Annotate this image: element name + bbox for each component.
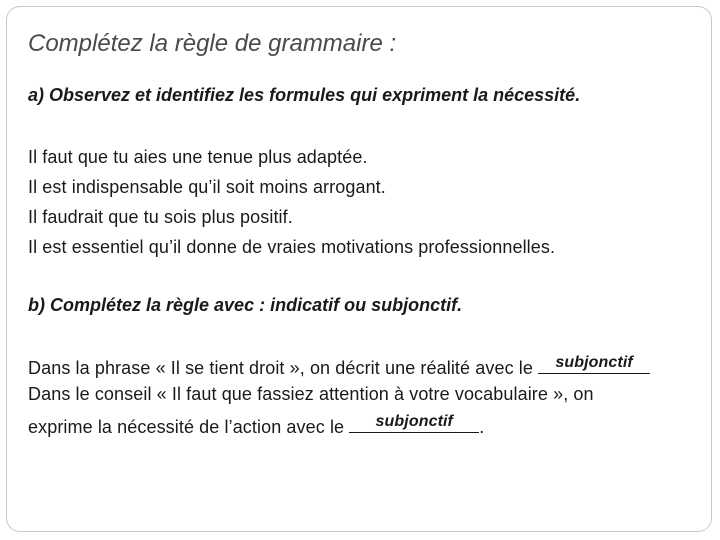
answer-blank-1-value: subjonctif — [555, 354, 633, 371]
rule-sentence-2-text: exprime la nécessité de l’action avec le — [28, 417, 350, 437]
example-sentence-1: Il faut que tu aies une tenue plus adaptée. — [28, 147, 368, 167]
section-b-heading: b) Complétez la règle avec : indicatif ou subjonctif. — [28, 295, 463, 315]
rule-sentence-1 — [28, 355, 650, 379]
example-sentence-4: Il est essentiel qu’il donne de vraies motivations professionnelles. — [28, 237, 556, 257]
rule-sentence-2-end: . — [479, 417, 485, 437]
answer-blank-2-value: subjonctif — [375, 413, 453, 430]
rule-sentence-2-line-1: Dans le conseil « Il faut que fassiez attention à votre vocabulaire », on — [28, 384, 594, 404]
answer-blank-2[interactable] — [349, 414, 479, 433]
rule-sentence-1-text: Dans la phrase « Il se tient droit », on décrit une réalité avec le — [28, 358, 539, 378]
example-sentence-3: Il faudrait que tu sois plus positif. — [28, 207, 293, 227]
section-a-heading: a) Observez et identifiez les formules qui expriment la nécessité. — [28, 85, 581, 105]
rule-sentence-2-line-2 — [28, 414, 484, 438]
answer-blank-1[interactable] — [538, 355, 650, 374]
example-sentence-2: Il est indispensable qu’il soit moins arrogant. — [28, 177, 386, 197]
page-title: Complétez la règle de grammaire : — [28, 30, 397, 57]
